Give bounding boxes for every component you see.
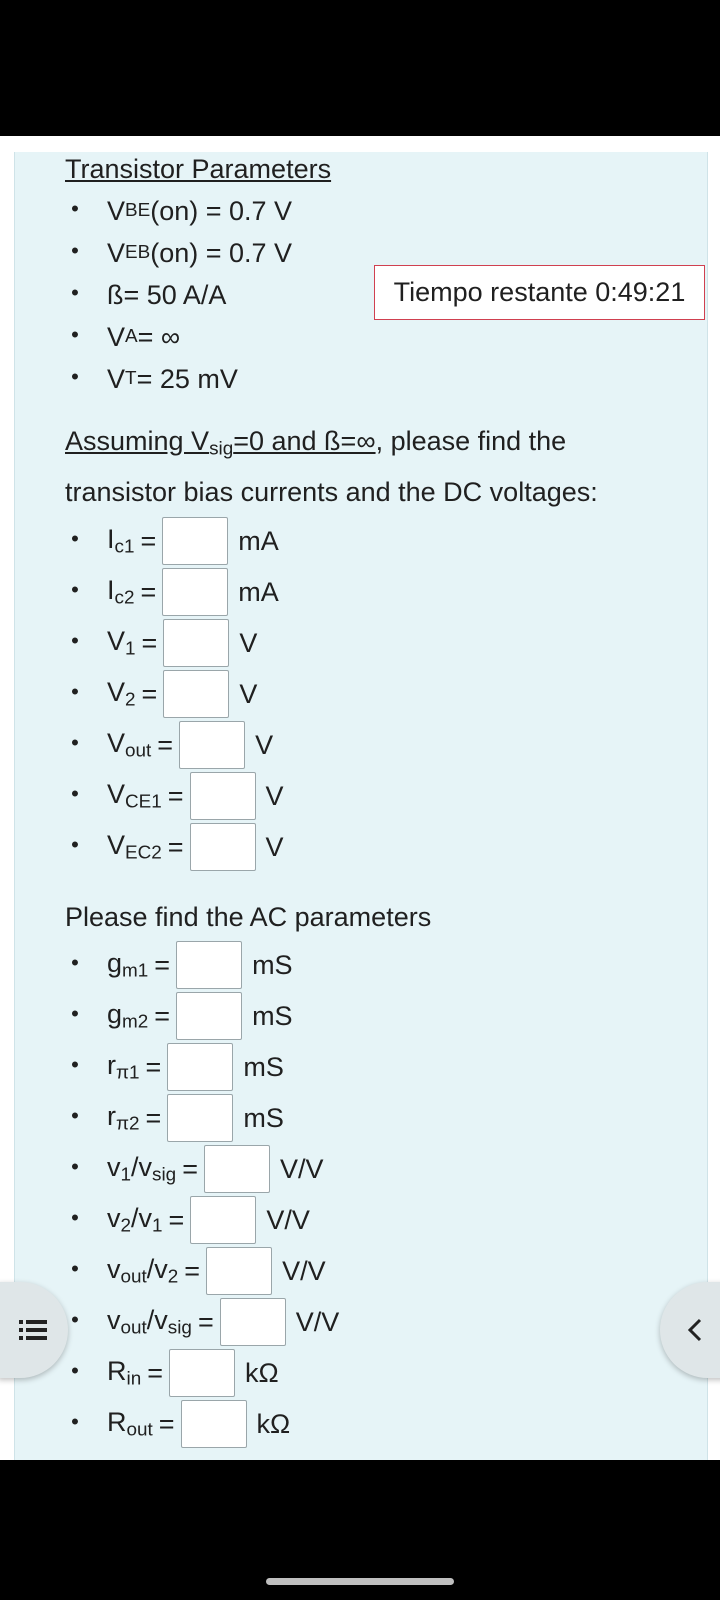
ac-item: • $r_{\pi 2}$ = mS (107, 1097, 284, 1139)
ac-answer-input[interactable] (176, 992, 242, 1040)
ac-answer-input[interactable] (167, 1094, 233, 1142)
ac-label: $R_{out}$ (107, 1406, 153, 1441)
dc-item: • $I_{c2}$ = mA (107, 571, 279, 613)
dc-unit: V (255, 729, 274, 760)
ac-unit: V/V (279, 1153, 324, 1184)
page-top-strip (0, 136, 720, 152)
ac-label: $r_{\pi 1}$ (107, 1049, 140, 1084)
ac-unit: V/V (266, 1204, 310, 1235)
ac-label: $R_{in}$ (107, 1355, 142, 1390)
dc-answer-input[interactable] (179, 721, 245, 769)
ac-label: $v_1/v_{sig}$ (107, 1151, 177, 1186)
ac-item: • $v_2/v_1$ = V/V (107, 1199, 310, 1241)
ac-label: $r_{\pi 2}$ (107, 1100, 140, 1135)
dc-label: $V_{EC2}$ (107, 829, 162, 864)
dc-item: • $I_{c1}$ = mA (107, 520, 279, 562)
ac-answer-input[interactable] (206, 1247, 272, 1295)
time-remaining-box: Tiempo restante 0:49:21 (374, 265, 705, 320)
dc-unit: mA (238, 525, 279, 556)
dc-instructions: Assuming $V_{sig}=0$ and ß=∞, please find the transistor bias currents and the DC voltages: (65, 426, 598, 507)
question-panel (14, 152, 708, 1460)
ac-label: $v_{out}/v_{sig}$ (107, 1304, 192, 1339)
ac-answer-input[interactable] (167, 1043, 233, 1091)
ac-item: • $g_{m1}$ = mS (107, 944, 293, 986)
dc-answer-input[interactable] (163, 670, 229, 718)
home-indicator[interactable] (266, 1578, 454, 1585)
ac-label: $g_{m1}$ (107, 947, 149, 982)
ac-unit: mS (252, 1000, 293, 1031)
ac-unit: kΩ (244, 1357, 279, 1388)
ac-instructions: Please find the AC parameters (65, 902, 432, 932)
ac-item: • $R_{out}$ = kΩ (107, 1403, 290, 1445)
dc-answer-input[interactable] (162, 568, 228, 616)
dc-item: • $V_2$ = V (107, 673, 257, 715)
ac-unit: mS (243, 1051, 284, 1082)
dc-answer-input[interactable] (162, 517, 228, 565)
param-beta: • ß = 50 A/A (71, 279, 227, 310)
param-vt: • V T = 25 mV (71, 363, 238, 394)
ac-label: $v_{out}/v_2$ (107, 1253, 179, 1288)
ac-answer-input[interactable] (190, 1196, 256, 1244)
ac-label: $v_2/v_1$ (107, 1202, 163, 1237)
dc-item: • $V_{out}$ = V (107, 724, 273, 766)
ac-unit: mS (243, 1102, 284, 1133)
dc-label: $V_{CE1}$ (107, 778, 162, 813)
ac-item: • $R_{in}$ = kΩ (107, 1352, 279, 1394)
dc-unit: mA (238, 576, 279, 607)
dc-label: $V_2$ (107, 676, 136, 711)
dc-unit: V (239, 627, 258, 658)
param-vbe: • V BE (on) = 0.7 V (71, 195, 293, 226)
ac-unit: V/V (295, 1306, 340, 1337)
ac-answer-input[interactable] (204, 1145, 270, 1193)
ac-answer-input[interactable] (181, 1400, 247, 1448)
dc-unit: V (265, 831, 284, 862)
dc-item: • $V_1$ = V (107, 622, 257, 664)
transistor-parameters-heading: Transistor Parameters (65, 154, 332, 184)
quiz-page (0, 152, 720, 1460)
dc-item: • $V_{EC2}$ = V (107, 826, 284, 868)
dc-label: $I_{c1}$ (107, 523, 135, 558)
ac-answer-input[interactable] (176, 941, 242, 989)
ac-answer-input[interactable] (220, 1298, 286, 1346)
param-veb: • V EB (on) = 0.7 V (71, 237, 293, 268)
ac-item: • $g_{m2}$ = mS (107, 995, 293, 1037)
dc-answer-input[interactable] (190, 823, 256, 871)
dc-unit: V (265, 780, 284, 811)
dc-label: $V_{out}$ (107, 727, 152, 762)
ac-answer-input[interactable] (169, 1349, 235, 1397)
dc-assumption: Assuming $V_{sig}=0$ and ß=∞ (65, 426, 376, 460)
status-bar (0, 0, 720, 136)
param-va: • V A = ∞ (71, 321, 181, 352)
ac-unit: V/V (282, 1255, 326, 1286)
list-icon (19, 1318, 47, 1342)
dc-label: $I_{c2}$ (107, 574, 135, 609)
dc-answer-input[interactable] (190, 772, 256, 820)
ac-item: • $v_{out}/v_{sig}$ = V/V (107, 1301, 339, 1343)
chevron-left-icon (687, 1317, 703, 1343)
dc-label: $V_1$ (107, 625, 136, 660)
ac-item: • $v_1/v_{sig}$ = V/V (107, 1148, 324, 1190)
ac-unit: kΩ (256, 1408, 291, 1439)
ac-label: $g_{m2}$ (107, 998, 149, 1033)
dc-answer-input[interactable] (163, 619, 229, 667)
ac-item: • $r_{\pi 1}$ = mS (107, 1046, 284, 1088)
ac-item: • $v_{out}/v_2$ = V/V (107, 1250, 326, 1292)
ac-unit: mS (252, 949, 293, 980)
dc-unit: V (239, 678, 258, 709)
dc-item: • $V_{CE1}$ = V (107, 775, 284, 817)
